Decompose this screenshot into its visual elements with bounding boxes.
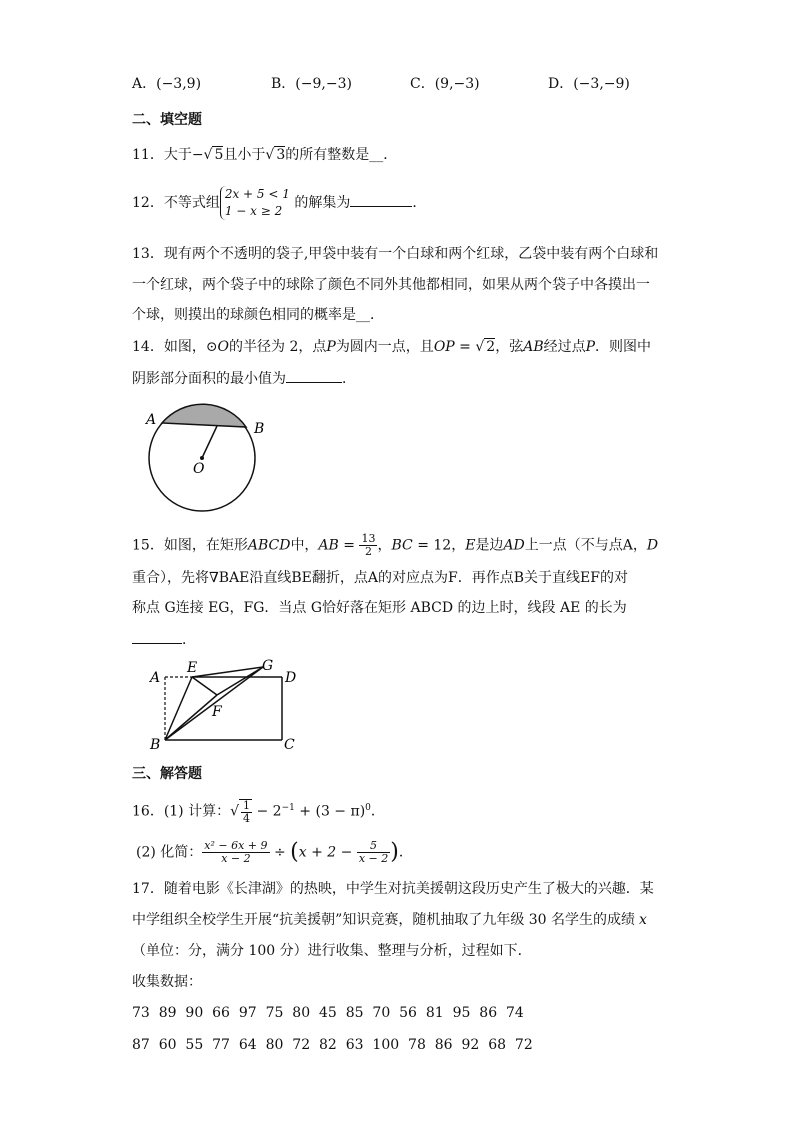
- section-heading-solutions: 三、解答题: [132, 766, 202, 782]
- question-14-line-2: [132, 368, 356, 389]
- label-f: F: [212, 704, 222, 720]
- frac-numerator: 5: [357, 840, 390, 853]
- question-15-line-3: 称点 G连接 EG，FG．当点 G恰好落在矩形 ABCD 的边上时，线段 AE 的长为: [132, 600, 627, 616]
- inequality-system: [220, 186, 290, 220]
- q15-t13: D: [646, 537, 659, 554]
- answer-blank: [286, 368, 342, 383]
- label-g: G: [262, 658, 274, 674]
- q14-t5: 为圆内一点，且: [335, 339, 434, 355]
- q14-t7: =: [454, 339, 476, 355]
- q15-t7: BC: [391, 537, 413, 554]
- label-e: E: [187, 660, 198, 676]
- label-a: A: [150, 670, 161, 686]
- q16-p2-end: ．: [398, 844, 413, 861]
- q15-t9: E: [465, 537, 476, 554]
- question-17-line-3: （单位：分，满分 100 分）进行收集、整理与分析，过程如下．: [132, 943, 532, 959]
- q14-l2-text: 阴影部分面积的最小值为: [132, 371, 286, 387]
- q14-t8: 2: [486, 339, 496, 355]
- q15-t12: 上一点（不与点A，: [524, 537, 647, 554]
- q15-t8: = 12，: [412, 537, 466, 554]
- center-dot: [200, 456, 204, 460]
- q12-text-pre: 12．不等式组: [132, 195, 220, 211]
- question-12: [132, 186, 426, 220]
- q14-t9: ，弦: [495, 339, 524, 355]
- frac-denominator: 4: [243, 811, 251, 825]
- option-d: D．(−3,−9): [548, 76, 630, 92]
- q15-t11: AD: [503, 537, 525, 554]
- label-b: B: [254, 421, 265, 437]
- label-c: C: [284, 737, 295, 752]
- q15-t3: 中，: [290, 537, 319, 554]
- q17-l2-text: 中学组织全校学生开展“抗美援朝”知识竞赛，随机抽取了九年级 30 名学生的成绩: [132, 912, 636, 928]
- radius-op: [202, 426, 217, 458]
- q11-radicand-2: 3: [276, 147, 286, 163]
- q15-t5: =: [338, 537, 360, 554]
- frac-denominator: x − 2: [221, 852, 251, 865]
- fraction-quadratic: [202, 840, 269, 865]
- q14-t6: OP: [433, 339, 455, 355]
- q16-p2-label: (2) 化简：: [136, 844, 203, 861]
- q17-l2-var: x: [639, 912, 647, 928]
- question-15-line-1: [132, 533, 658, 558]
- q11-text-pre: 11．大于−: [132, 147, 204, 163]
- option-a: A．(−3,9): [132, 76, 202, 92]
- q16-p1-c: + (3 − π): [294, 803, 366, 820]
- segment-ef: [192, 677, 217, 695]
- label-a: A: [146, 412, 157, 428]
- frac-denominator: 2: [364, 545, 372, 558]
- label-d: D: [285, 670, 297, 686]
- segment-fg: [217, 667, 263, 695]
- question-15-line-4: [132, 629, 196, 650]
- answer-blank: [132, 629, 182, 644]
- question-16-part-1: 16．(1) 计算：√ $\frac{1}{4}$ − $2^{-1} + (3 - \pi)^0$．: [132, 798, 385, 825]
- circle-figure: [140, 400, 280, 515]
- q15-t1: 15．如图，在矩形: [132, 537, 248, 554]
- question-13-line-3: 个球，则摸出的球颜色相同的概率是__．: [132, 307, 384, 323]
- q12-end: ．: [412, 195, 427, 211]
- segment-bf: [165, 695, 217, 740]
- shaded-segment: [162, 404, 246, 427]
- q14-l2-end: ．: [342, 371, 356, 387]
- fraction-5: [357, 840, 390, 865]
- question-11: 11．大于−√ 5且小于√ 3的所有整数是__．: [132, 147, 398, 163]
- q12-text-post: 的解集为: [294, 195, 351, 211]
- q14-t12: P: [585, 339, 596, 355]
- data-row-1: 73 89 90 66 97 75 80 45 85 70 56 81 95 86 74: [132, 1005, 524, 1021]
- question-13-line-2: 一个红球，两个袋子中的球除了颜色不同外其他都相同，如果从两个袋子中各摸出一: [132, 277, 650, 293]
- q15-end: ．: [182, 632, 196, 648]
- q15-t6: ，: [377, 537, 392, 554]
- question-17-line-4: 收集数据：: [132, 974, 202, 990]
- q14-t2: O: [217, 339, 230, 355]
- question-14-line-1: 14．如图，⊙O的半径为 2，点P为圆内一点，且OP = √ 2，弦AB经过点P．则图中: [132, 339, 652, 355]
- frac-denominator: x − 2: [358, 852, 389, 865]
- question-17-line-2: [132, 910, 647, 930]
- q16-p2-expr: x + 2 −: [298, 844, 357, 861]
- q15-t2: ABCD: [247, 537, 291, 554]
- q16-p1-sup2: 0: [365, 803, 371, 813]
- rectangle-figure: [140, 652, 310, 752]
- q11-text-mid: 且小于: [223, 147, 266, 163]
- q14-t11: 经过点: [543, 339, 586, 355]
- section-heading-fill-in: 二、填空题: [132, 112, 202, 128]
- answer-blank: [350, 192, 412, 207]
- q11-radicand-1: 5: [214, 147, 224, 163]
- question-15-line-2: 重合），先将∇BAE沿直线BE翻折，点A的对应点为F．再作点B关于直线EF的对: [132, 570, 628, 586]
- question-17-line-1: 17．随着电影《长津湖》的热映，中学生对抗美援朝这段历史产生了极大的兴趣．某: [132, 881, 654, 897]
- q15-t4: AB: [318, 537, 339, 554]
- inequality-1: 2x + 5 < 1: [224, 187, 290, 201]
- option-b: B．(−9,−3): [271, 76, 352, 92]
- frac-numerator: x² − 6x + 9: [204, 839, 268, 852]
- question-16-part-2: (2) 化简： $\frac{\text{x² − 6x + 9}}{x - 2}$ ÷ (x + 2 − $\frac{5}{x - 2}$ )．: [136, 839, 413, 865]
- q15-t10: 是边: [475, 537, 504, 554]
- frac-numerator: 13: [361, 532, 376, 545]
- frac-numerator: 1: [243, 798, 251, 812]
- q16-p2-divide: ÷: [269, 844, 291, 861]
- q16-p1-sup: −1: [281, 803, 295, 813]
- q14-t3: 的半径为 2，点: [229, 339, 327, 355]
- q16-p1-b: − 2: [252, 803, 282, 820]
- question-13-line-1: 13．现有两个不透明的袋子,甲袋中装有一个白球和两个红球，乙袋中装有两个白球和: [132, 246, 659, 262]
- q14-t1: 14．如图，⊙: [132, 339, 218, 355]
- q14-t4: P: [326, 339, 336, 355]
- q16-p1-label: 16．(1) 计算：: [132, 803, 231, 820]
- sqrt-fraction: [239, 799, 252, 825]
- fraction-13-2: [359, 533, 377, 558]
- q11-text-post: 的所有整数是__．: [285, 147, 398, 163]
- q16-p1-end: ．: [370, 803, 385, 820]
- inequality-2: 1 − x ≥ 2: [224, 204, 283, 218]
- label-b: B: [150, 737, 161, 752]
- label-o: O: [193, 461, 205, 477]
- q14-t13: ．则图中: [595, 339, 652, 355]
- q14-t10: AB: [523, 339, 544, 355]
- option-c: C．(9,−3): [410, 76, 480, 92]
- data-row-2: 87 60 55 77 64 80 72 82 63 100 78 86 92 68 72: [132, 1037, 533, 1053]
